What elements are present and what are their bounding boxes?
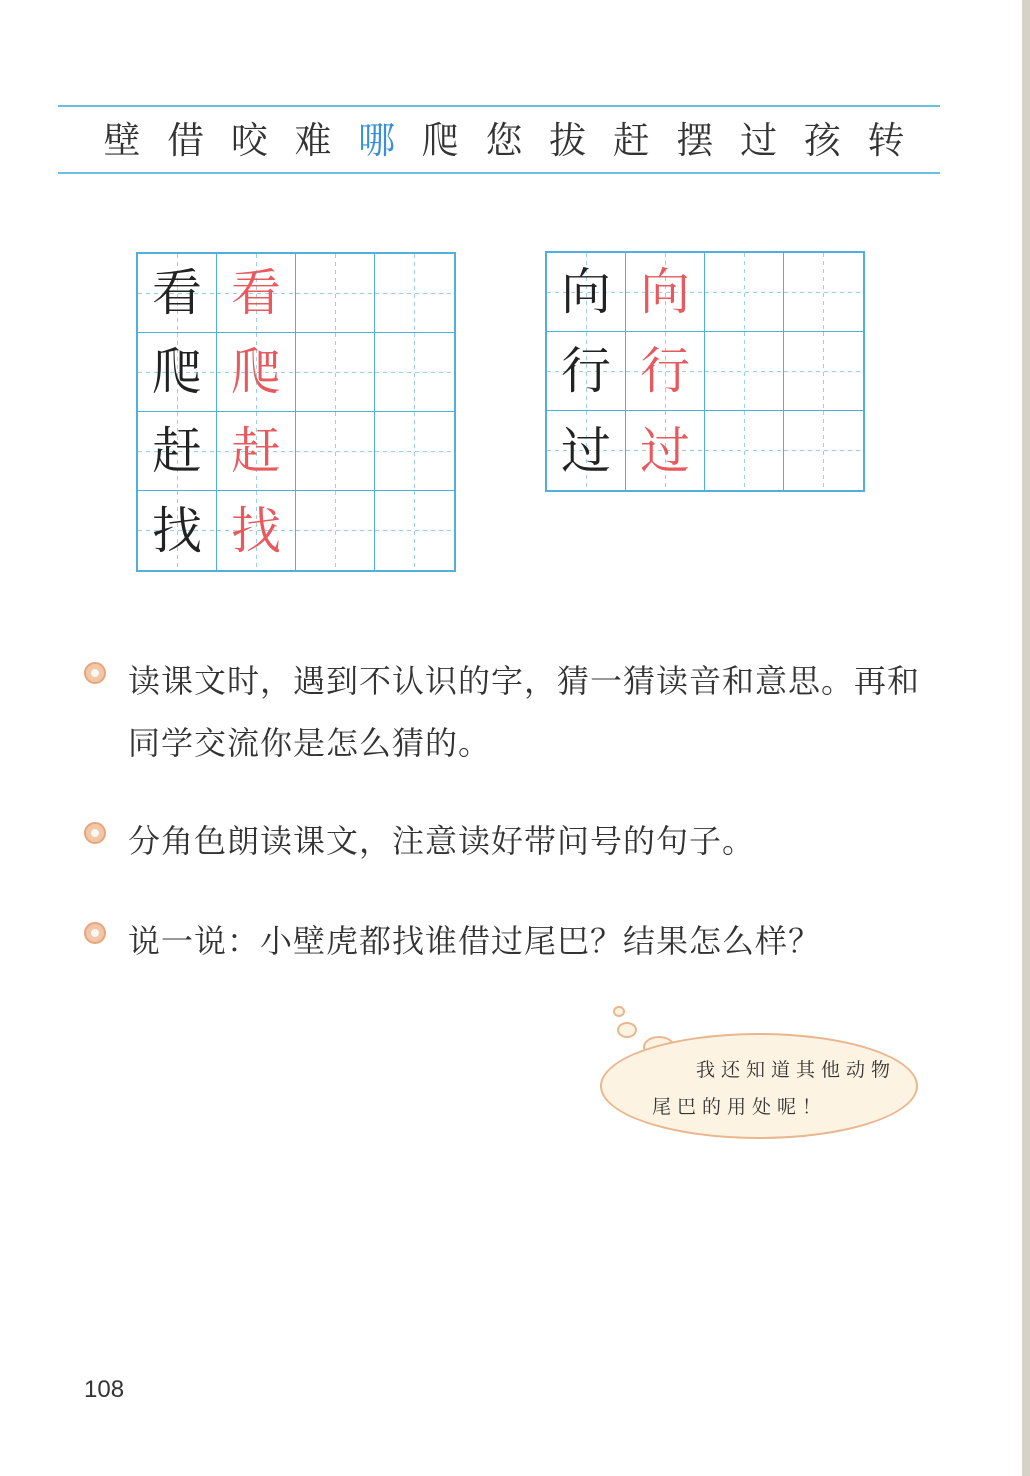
empty-practice-cell: [296, 491, 375, 570]
trace-char-cell: 过: [626, 411, 705, 490]
recognition-char: 咬: [230, 119, 268, 162]
empty-practice-cell: [705, 253, 784, 332]
empty-practice-cell: [375, 412, 454, 491]
model-char-cell: 过: [547, 411, 626, 490]
trace-char-cell: 赶: [217, 412, 296, 491]
writing-grid-right: [545, 251, 865, 492]
flower-bullet-icon: [84, 922, 106, 944]
exercise-3: [84, 910, 934, 972]
empty-practice-cell: [296, 333, 375, 412]
exercise-2: [84, 810, 934, 872]
trace-char-cell: 行: [626, 332, 705, 411]
thought-bubble-line1: 我还知道其他动物: [696, 1059, 897, 1081]
thought-bubble-line2: 尾巴的用处呢！: [652, 1096, 828, 1118]
grid-row: [138, 412, 454, 491]
model-char-cell: 向: [547, 253, 626, 332]
empty-practice-cell: [296, 412, 375, 491]
empty-practice-cell: [375, 491, 454, 570]
trace-char-cell: 看: [217, 254, 296, 333]
empty-practice-cell: [784, 253, 863, 332]
grid-row: [547, 253, 863, 332]
empty-practice-cell: [784, 332, 863, 411]
trace-char-cell: 找: [217, 491, 296, 570]
model-char-cell: 赶: [138, 412, 217, 491]
empty-practice-cell: [705, 332, 784, 411]
recognition-char: 拔: [549, 119, 587, 162]
model-char-cell: 找: [138, 491, 217, 570]
flower-bullet-icon: [84, 822, 106, 844]
empty-practice-cell: [375, 333, 454, 412]
model-char-cell: 看: [138, 254, 217, 333]
thought-dot-small: [613, 1006, 625, 1017]
flower-bullet-icon: [84, 662, 106, 684]
thought-dot-medium: [617, 1022, 637, 1038]
empty-practice-cell: [296, 254, 375, 333]
exercise-text: 读课文时，遇到不认识的字，猜一猜读音和意思。再和同学交流你是怎么猜的。: [128, 662, 921, 762]
model-char-cell: 爬: [138, 333, 217, 412]
model-char-cell: 行: [547, 332, 626, 411]
recognition-char: 借: [167, 119, 205, 162]
recognition-char: 转: [867, 119, 905, 162]
recognition-char: 孩: [803, 119, 841, 162]
empty-practice-cell: [784, 411, 863, 490]
header-rule-bottom: [58, 172, 940, 174]
header-rule-top: [58, 105, 940, 107]
exercise-text: 分角色朗读课文，注意读好带问号的句子。: [128, 822, 756, 860]
empty-practice-cell: [375, 254, 454, 333]
recognition-char: 爬: [421, 119, 459, 162]
trace-char-cell: 爬: [217, 333, 296, 412]
grid-row: [547, 332, 863, 411]
page-edge: [1022, 0, 1030, 1476]
grid-row: [547, 411, 863, 490]
recognition-char: 摆: [676, 119, 714, 162]
empty-practice-cell: [705, 411, 784, 490]
exercise-text: 说一说：小壁虎都找谁借过尾巴？结果怎么样？: [128, 922, 822, 960]
grid-row: [138, 333, 454, 412]
recognition-char: 您: [485, 119, 523, 162]
writing-grid-left: [136, 252, 456, 572]
recognition-char-row: [98, 113, 910, 169]
recognition-char: 难: [294, 119, 332, 162]
recognition-char-highlighted: 哪: [358, 119, 396, 162]
grid-row: [138, 491, 454, 570]
grid-row: [138, 254, 454, 333]
page-number: 108: [84, 1376, 125, 1403]
exercise-1: [84, 650, 934, 774]
trace-char-cell: 向: [626, 253, 705, 332]
recognition-char: 壁: [103, 119, 141, 162]
thought-bubble: [600, 1033, 918, 1139]
recognition-char: 过: [740, 119, 778, 162]
recognition-char: 赶: [612, 119, 650, 162]
